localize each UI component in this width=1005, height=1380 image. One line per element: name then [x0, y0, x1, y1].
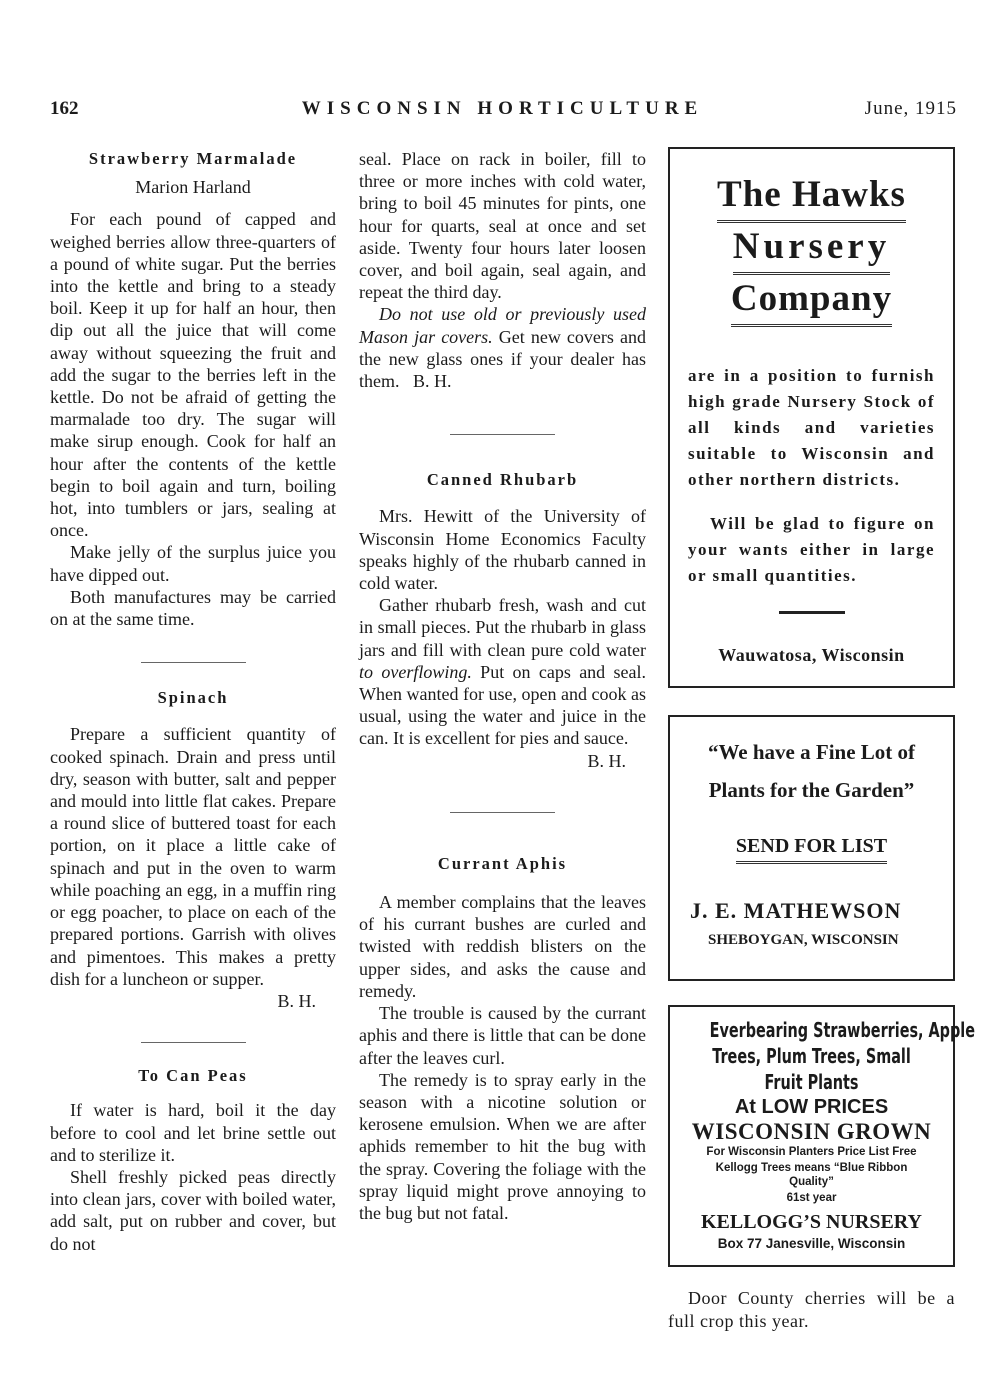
article-heading-peas: To Can Peas: [138, 1066, 248, 1086]
ad-headline-line: Trees, Plum Trees, Small: [712, 1044, 911, 1068]
footer-note: Door County cherries will be a full crop this year.: [668, 1288, 955, 1331]
paragraph: If water is hard, boil it the day before to cool and let brine settle out and to sterilize it.: [50, 1100, 336, 1165]
ad-headline-line: Fruit Plants: [764, 1070, 859, 1094]
ad-price-line: At LOW PRICES: [734, 1096, 889, 1118]
ad-headline-line: “We have a Fine Lot of: [707, 740, 916, 764]
article-heading-spinach: Spinach: [157, 688, 229, 708]
paragraph: The remedy is to spray early in the season with a nicotine solution or kerosene emulsion. When we are after aphids remember to hit the bug with the spray. Covering the foliage with the spray liquid might prove annoying to the bug but not fatal.: [359, 1069, 646, 1223]
ad-small-line: 61st year: [786, 1192, 837, 1204]
ad-title: [670, 171, 953, 327]
paragraph: [359, 303, 646, 392]
column-2: [359, 148, 646, 1224]
signature: B. H.: [587, 750, 626, 771]
ad-headline: [670, 1017, 975, 1095]
ad-divider: [779, 611, 845, 614]
paragraph-text: Get new covers and the new glass ones if your dealer has them.: [359, 326, 646, 392]
section-divider: [141, 1042, 246, 1043]
paragraph-text: Put on caps and seal. When wanted for use, open and cook as usual, using the water and juice in the can. It is excellent for pies and sauce.: [359, 661, 647, 749]
ad-headline-line: Plants for the Garden”: [708, 778, 915, 802]
paragraph: A member complains that the leaves of his currant bushes are curled and twisted with reddish blisters on the upper sides, and asks the cause and remedy.: [359, 892, 646, 1001]
page-number: 162: [50, 98, 79, 119]
ad-title-line: The Hawks: [717, 171, 906, 223]
italic-text: Do not use old or previously used Mason jar covers.: [359, 304, 646, 347]
issue-date: June, 1915: [864, 98, 957, 119]
ad-send-for-list: [670, 835, 953, 858]
paragraph-text: Gather rhubarb fresh, wash and cut in small pieces. Put the rhubarb in glass jars and fill with clean pure cold water: [359, 595, 646, 660]
paragraph: seal. Place on rack in boiler, fill to three or more inches with cold water, bring to boil 45 minutes for pints, one hour for quarts, seal at once and set aside. Twenty four hours later loosen cover, and boil again, seal again, and repeat the third day.: [359, 149, 646, 303]
column-1: [50, 148, 336, 1255]
ad-send-text: SEND FOR LIST: [736, 835, 887, 864]
ad-headline-line: Everbearing Strawberries, Apple: [709, 1018, 975, 1042]
ad-small-line: For Wisconsin Planters Price List Free: [706, 1146, 917, 1158]
ad-title-line: Company: [731, 275, 892, 327]
advertisement-mathewson: [668, 715, 955, 981]
ad-name: J. E. MATHEWSON: [690, 898, 902, 923]
section-divider: [141, 662, 246, 663]
paragraph: Both manufactures may be carried on at the same time.: [50, 586, 336, 630]
ad-location: Wauwatosa, Wisconsin: [718, 645, 905, 665]
ad-title-line: Nursery: [733, 223, 890, 275]
advertisement-kellogg: [668, 1005, 975, 1267]
ad-headline: [670, 733, 953, 809]
article-heading-marmalade: Strawberry Marmalade: [88, 149, 298, 168]
running-title: WISCONSIN HORTICULTURE: [301, 98, 704, 119]
ad-body: are in a position to furnish high grade Nursery Stock of all kinds and varieties suitable to Wisconsin and other northern districts.: [688, 366, 935, 489]
paragraph: Mrs. Hewitt of the University of Wisconsin Home Economics Faculty speaks highly of the rhubarb canned in cold water.: [359, 506, 646, 594]
ad-nursery-name: KELLOGG’S NURSERY: [700, 1211, 922, 1233]
paragraph: The trouble is caused by the currant aphis and there is little that can be done after the leaves curl.: [359, 1003, 646, 1068]
ad-grown-line: WISCONSIN GROWN: [691, 1119, 932, 1144]
paragraph: Make jelly of the surplus juice you have dipped out.: [50, 542, 336, 585]
ad-small-line: Kellogg Trees means “Blue Ribbon Quality”: [715, 1162, 908, 1188]
signature: B. H.: [277, 990, 316, 1011]
signature: B. H.: [413, 371, 452, 392]
byline: Marion Harland: [135, 177, 251, 198]
ad-location: SHEBOYGAN, WISCONSIN: [708, 932, 899, 948]
paragraph: For each pound of capped and weighed berries allow three-quarters of a pound of white sugar. Put the berries into the kettle and bring to a steady boil. Keep it up for half an hour, then dip out all the juice that will come away without squeezing the fruit and add the sugar to the berries left in the kettle. Do not be afraid of getting the marmalade too dry. The sugar will make sirup enough. Cook for half an hour after the contents of the kettle begin to boil again and turn, boiling hot, into tumblers or jars, sealing at once.: [50, 209, 336, 541]
paragraph: [359, 594, 646, 749]
ad-address: Box 77 Janesville, Wisconsin: [717, 1236, 906, 1251]
section-divider: [450, 812, 555, 813]
article-heading-aphis: Currant Aphis: [437, 853, 568, 873]
paragraph: Shell freshly picked peas directly into clean jars, cover with boiled water, add salt, put on rubber and cover, but do not: [50, 1166, 336, 1254]
ad-body: Will be glad to figure on your wants either in large or small quantities.: [688, 514, 935, 585]
paragraph: Prepare a sufficient quantity of cooked spinach. Drain and press until dry, season with butter, salt and pepper and mould into little flat cakes. Prepare a round slice of buttered toast for each portion, on it place a little cake of spinach and put in the oven to warm while poaching an egg, in a muffin ring or egg poacher, to place on each of the prepared portions. Garrish with olives and pimentoes. This makes a pretty dish for a luncheon or supper.: [50, 724, 336, 989]
advertisement-hawks-nursery: [668, 147, 955, 688]
article-heading-rhubarb: Canned Rhubarb: [426, 470, 579, 490]
italic-text: to overflowing.: [359, 661, 472, 682]
section-divider: [450, 434, 555, 435]
